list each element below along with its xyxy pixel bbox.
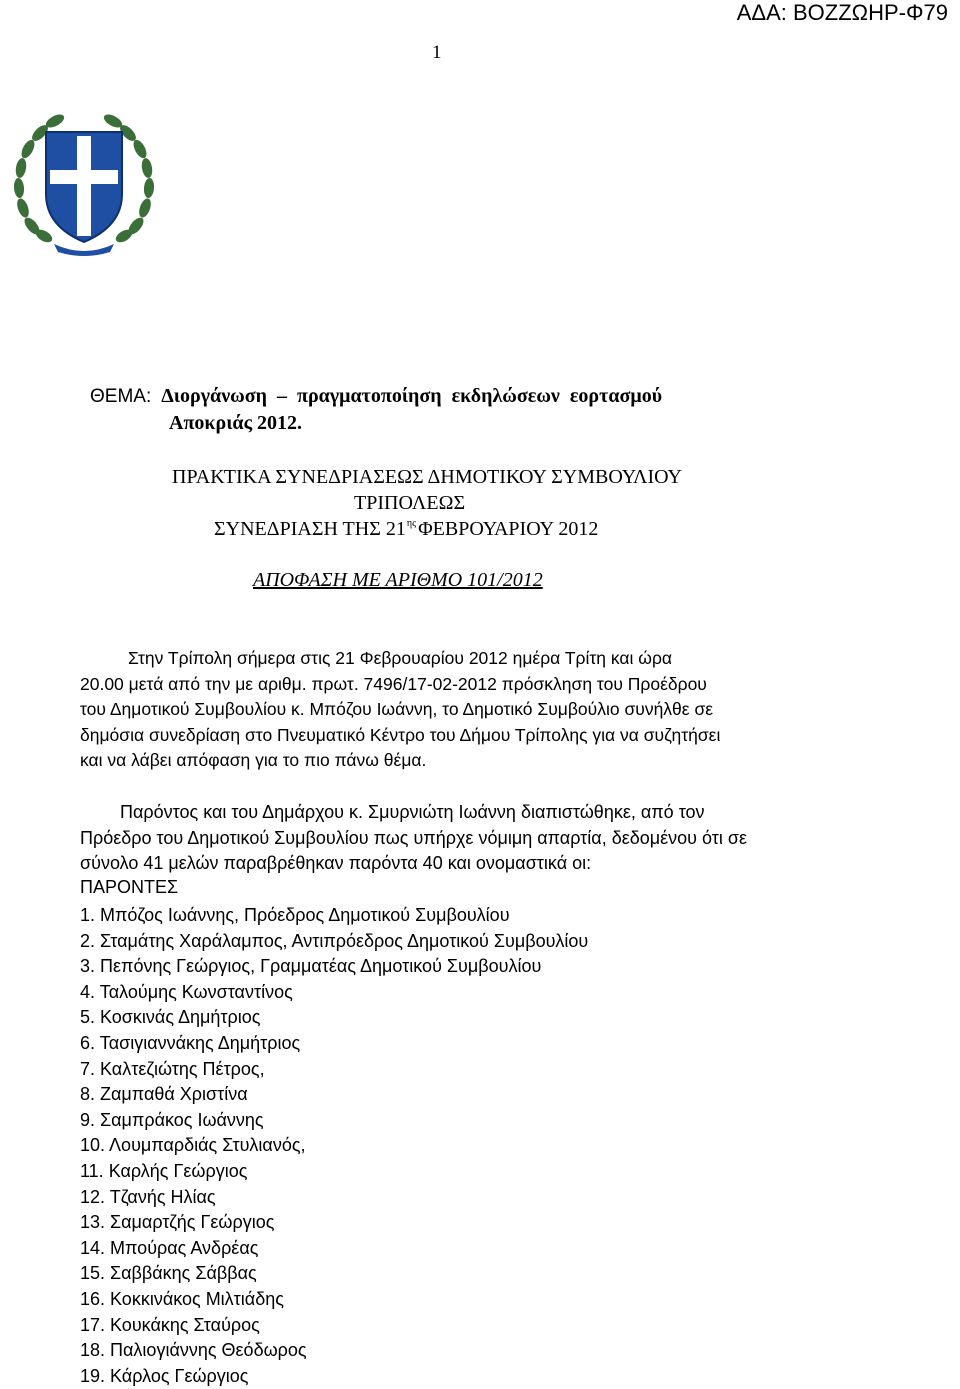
paragraph-line: Παρόντος και του Δημάρχου κ. Σμυρνιώτη Ιωάννη διαπιστώθηκε, από τον: [120, 802, 705, 822]
greek-emblem-icon: [10, 108, 158, 260]
paragraph-line: δημόσια συνεδρίαση στο Πνευματικό Κέντρο του Δήμου Τρίπολης για να συζητήσει: [80, 724, 721, 745]
list-item: 13. Σαμαρτζής Γεώργιος: [80, 1212, 275, 1233]
session-date-prefix: ΣΥΝΕΔΡΙΑΣΗ ΤΗΣ 21: [214, 518, 406, 540]
list-item: 19. Κάρλος Γεώργιος: [80, 1365, 249, 1386]
ada-code: ΑΔΑ: ΒΟΖΖΩΗΡ-Φ79: [736, 0, 948, 25]
list-item: 1. Μπόζος Ιωάννης, Πρόεδρος Δημοτικού Συμβουλίου: [80, 905, 510, 925]
list-item: 7. Καλτεζιώτης Πέτρος,: [80, 1058, 265, 1079]
paragraph-line: του Δημοτικού Συμβουλίου κ. Μπόζου Ιωάννη, το Δημοτικό Συμβούλιο συνήλθε σε: [80, 699, 714, 720]
list-item: 16. Κοκκινάκος Μιλτιάδης: [80, 1288, 284, 1309]
paragraph-line: σύνολο 41 μελών παραβρέθηκαν παρόντα 40 και ονομαστικά οι:: [80, 853, 592, 874]
list-item: 17. Κουκάκης Σταύρος: [80, 1314, 260, 1335]
list-item: 3. Πεπόνης Γεώργιος, Γραμματέας Δημοτικού Συμβουλίου: [80, 956, 542, 977]
list-item: 5. Κοσκινάς Δημήτριος: [80, 1007, 261, 1028]
list-item: 18. Παλιογιάννης Θεόδωρος: [80, 1340, 307, 1361]
list-item: 8. Ζαμπαθά Χριστίνα: [80, 1084, 248, 1105]
subject-title-continued: Αποκριάς 2012.: [169, 412, 303, 434]
list-item: 10. Λουμπαρδιάς Στυλιανός,: [80, 1135, 306, 1156]
list-item: 12. Τζανής Ηλίας: [80, 1186, 216, 1207]
opening-paragraph: [80, 646, 720, 774]
list-item: 2. Σταμάτης Χαράλαμπος, Αντιπρόεδρος Δημοτικού Συμβουλίου: [80, 930, 589, 951]
ordinal-suffix: ης: [406, 518, 417, 529]
paragraph-line: Πρόεδρο του Δημοτικού Συμβουλίου πως υπήρχε νόμιμη απαρτία, δεδομένου ότι σε: [80, 827, 748, 848]
list-item: 4. Ταλούμης Κωνσταντίνος: [80, 981, 293, 1002]
minutes-heading: ΠΡΑΚΤΙΚΑ ΣΥΝΕΔΡΙΑΣΕΩΣ ΔΗΜΟΤΙΚΟΥ ΣΥΜΒΟΥΛΙΟΥ: [172, 466, 682, 488]
page-number: 1: [432, 42, 442, 63]
city-heading: ΤΡΙΠΟΛΕΩΣ: [354, 492, 466, 514]
list-item: 15. Σαββάκης Σάββας: [80, 1263, 257, 1284]
paragraph-line: και να λάβει απόφαση για το πιο πάνω θέμα.: [80, 750, 427, 771]
paragraph-line: 20.00 μετά από την με αριθμ. πρωτ. 7496/17-02-2012 πρόσκληση του Προέδρου: [80, 673, 707, 694]
session-date-heading: [214, 518, 598, 541]
subject-title: Διοργάνωση – πραγματοποίηση εκδηλώσεων εορτασμού: [161, 385, 663, 407]
paragraph-line: Στην Τρίπολη σήμερα στις 21 Φεβρουαρίου 2012 ημέρα Τρίτη και ώρα: [128, 648, 673, 668]
subject-line: [90, 383, 662, 436]
present-label: ΠΑΡΟΝΤΕΣ: [80, 877, 179, 897]
quorum-paragraph: [80, 800, 747, 877]
list-item: 11. Καρλής Γεώργιος: [80, 1160, 248, 1181]
decision-number: ΑΠΟΦΑΣΗ ΜΕ ΑΡΙΘΜΟ 101/2012: [253, 569, 543, 591]
list-item: 9. Σαμπράκος Ιωάννης: [80, 1109, 264, 1130]
session-date-suffix: ΦΕΒΡΟΥΑΡΙΟΥ 2012: [418, 518, 599, 540]
list-item: 14. Μπούρας Ανδρέας: [80, 1237, 259, 1258]
subject-label: ΘΕΜΑ:: [90, 386, 152, 407]
members-list: [80, 903, 588, 1389]
list-item: 6. Τασιγιαννάκης Δημήτριος: [80, 1032, 301, 1053]
